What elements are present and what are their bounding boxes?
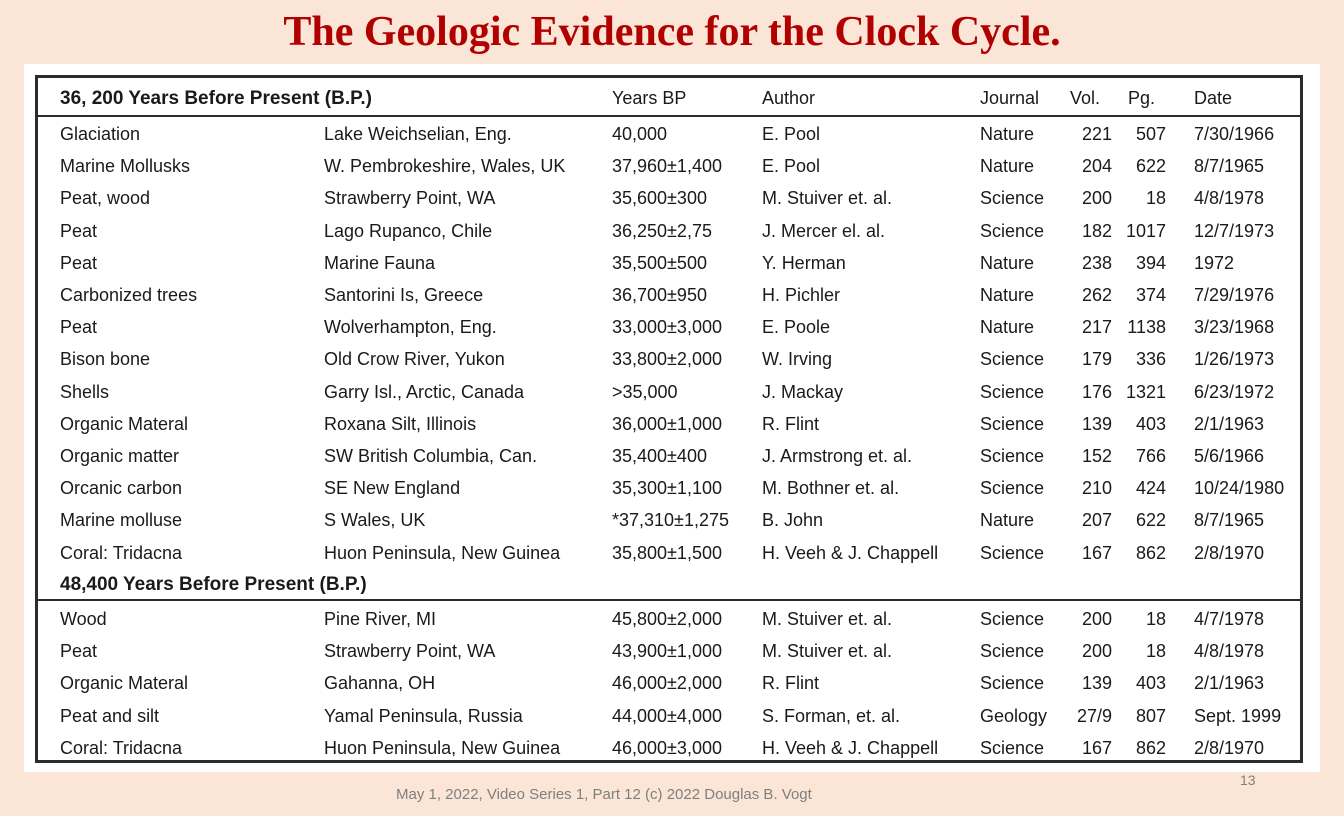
cell-volume: 152: [1081, 446, 1112, 466]
cell-years-bp: 43,900±1,000: [612, 641, 722, 662]
cell-page: 862: [1135, 737, 1166, 758]
cell-volume: 200: [1081, 609, 1112, 629]
cell-location: Huon Peninsula, New Guinea: [324, 542, 561, 563]
cell-date: 1972: [1194, 252, 1235, 273]
table-row: [38, 732, 1300, 764]
cell-journal: Science: [980, 673, 1045, 694]
cell-author: M. Stuiver et. al.: [762, 641, 893, 662]
cell-page: 1138: [1127, 317, 1166, 338]
cell-volume: 182: [1081, 220, 1112, 241]
cell-author: E. Poole: [762, 317, 831, 338]
cell-location: W. Pembrokeshire, Wales, UK: [324, 156, 566, 177]
cell-page: 766: [1135, 446, 1166, 466]
table-row: [38, 150, 1300, 182]
cell-sample: Organic Materal: [60, 413, 189, 434]
cell-sample: Peat, wood: [60, 188, 151, 209]
cell-location: Lake Weichselian, Eng.: [324, 124, 512, 144]
data-table: [35, 75, 1303, 763]
cell-page: 18: [1145, 641, 1166, 662]
cell-location: Lago Rupanco, Chile: [324, 220, 493, 241]
cell-years-bp: *37,310±1,275: [612, 510, 729, 531]
cell-date: Sept. 1999: [1194, 705, 1282, 726]
cell-years-bp: 35,500±500: [612, 252, 707, 273]
cell-journal: Science: [980, 737, 1045, 758]
cell-volume: 27/9: [1076, 705, 1112, 726]
cell-page: 862: [1135, 542, 1166, 563]
column-header-vol: Vol.: [1070, 88, 1101, 108]
cell-page: 424: [1135, 478, 1166, 499]
cell-date: 8/7/1965: [1194, 510, 1265, 531]
table-row: [38, 504, 1300, 536]
cell-location: Yamal Peninsula, Russia: [324, 705, 523, 726]
cell-page: 394: [1135, 252, 1166, 273]
table-row: [38, 603, 1300, 635]
cell-years-bp: 40,000: [612, 124, 668, 144]
cell-volume: 262: [1081, 285, 1112, 305]
cell-volume: 204: [1081, 156, 1112, 177]
cell-page: 807: [1135, 705, 1166, 726]
cell-location: Strawberry Point, WA: [324, 641, 496, 662]
cell-journal: Science: [980, 542, 1045, 563]
cell-location: SE New England: [324, 478, 461, 499]
cell-author: J. Mercer el. al.: [762, 220, 886, 241]
table-row: [38, 279, 1300, 311]
cell-page: 403: [1135, 673, 1166, 694]
cell-journal: Nature: [980, 510, 1035, 531]
cell-author: H. Veeh & J. Chappell: [762, 737, 939, 758]
cell-author: M. Stuiver et. al.: [762, 609, 893, 629]
cell-location: Roxana Silt, Illinois: [324, 413, 477, 434]
cell-journal: Science: [980, 609, 1045, 629]
cell-location: Strawberry Point, WA: [324, 188, 496, 209]
cell-volume: 221: [1081, 124, 1112, 144]
cell-location: Pine River, MI: [324, 609, 437, 629]
cell-sample: Coral: Tridacna: [60, 737, 183, 758]
footer-credit: May 1, 2022, Video Series 1, Part 12 (c) 2022 Douglas B. Vogt: [396, 786, 812, 803]
table-row: [38, 472, 1300, 504]
cell-location: Santorini Is, Greece: [324, 285, 484, 305]
cell-date: 1/26/1973: [1194, 349, 1275, 370]
cell-sample: Carbonized trees: [60, 285, 198, 305]
cell-years-bp: 36,000±1,000: [612, 413, 722, 434]
cell-date: 7/30/1966: [1194, 124, 1275, 144]
cell-date: 2/1/1963: [1194, 413, 1265, 434]
section-heading: 36, 200 Years Before Present (B.P.): [60, 88, 372, 109]
cell-page: 507: [1135, 124, 1166, 144]
cell-years-bp: 36,700±950: [612, 285, 707, 305]
cell-date: 3/23/1968: [1194, 317, 1275, 338]
cell-location: Garry Isl., Arctic, Canada: [324, 381, 525, 402]
cell-date: 5/6/1966: [1194, 446, 1265, 466]
cell-years-bp: 33,800±2,000: [612, 349, 722, 370]
cell-volume: 167: [1081, 737, 1112, 758]
cell-journal: Science: [980, 349, 1045, 370]
column-header-journal: Journal: [980, 88, 1040, 108]
cell-author: B. John: [762, 510, 824, 531]
cell-page: 18: [1145, 188, 1166, 209]
cell-author: R. Flint: [762, 413, 820, 434]
slide-title: The Geologic Evidence for the Clock Cycle.: [283, 9, 1061, 55]
cell-sample: Peat and silt: [60, 705, 160, 726]
table-row: [38, 635, 1300, 667]
cell-years-bp: 35,600±300: [612, 188, 707, 209]
cell-years-bp: 46,000±2,000: [612, 673, 722, 694]
cell-years-bp: 36,250±2,75: [612, 220, 712, 241]
cell-sample: Peat: [60, 220, 98, 241]
table-panel: [24, 64, 1320, 772]
cell-location: Wolverhampton, Eng.: [324, 317, 497, 338]
section-divider: [38, 115, 1300, 117]
cell-date: 4/8/1978: [1194, 188, 1265, 209]
cell-sample: Glaciation: [60, 124, 141, 144]
cell-journal: Science: [980, 220, 1045, 241]
cell-sample: Organic matter: [60, 446, 180, 466]
cell-location: S Wales, UK: [324, 510, 426, 531]
cell-sample: Marine Mollusks: [60, 156, 191, 177]
cell-volume: 139: [1081, 413, 1112, 434]
cell-years-bp: 33,000±3,000: [612, 317, 722, 338]
cell-sample: Bison bone: [60, 349, 151, 370]
cell-author: M. Stuiver et. al.: [762, 188, 893, 209]
cell-years-bp: 45,800±2,000: [612, 609, 722, 629]
cell-date: 2/8/1970: [1194, 737, 1265, 758]
cell-author: Y. Herman: [762, 252, 846, 273]
cell-date: 7/29/1976: [1194, 285, 1275, 305]
cell-date: 2/8/1970: [1194, 542, 1265, 563]
cell-sample: Marine molluse: [60, 510, 183, 531]
cell-volume: 200: [1081, 641, 1112, 662]
cell-volume: 179: [1081, 349, 1112, 370]
cell-sample: Peat: [60, 317, 98, 338]
section-header-row: [38, 568, 1300, 600]
cell-sample: Organic Materal: [60, 673, 189, 694]
table-row: [38, 215, 1300, 247]
cell-page: 374: [1135, 285, 1166, 305]
cell-date: 4/7/1978: [1194, 609, 1265, 629]
table-row: [38, 247, 1300, 279]
section-header-row: [38, 82, 1300, 114]
cell-author: H. Pichler: [762, 285, 841, 305]
cell-author: W. Irving: [762, 349, 833, 370]
cell-date: 4/8/1978: [1194, 641, 1265, 662]
cell-page: 1321: [1125, 381, 1166, 402]
cell-volume: 238: [1081, 252, 1112, 273]
cell-author: E. Pool: [762, 124, 821, 144]
cell-years-bp: 35,800±1,500: [612, 542, 722, 563]
table-row: [38, 408, 1300, 440]
section-heading: 48,400 Years Before Present (B.P.): [60, 574, 367, 595]
cell-volume: 139: [1081, 673, 1112, 694]
cell-journal: Nature: [980, 317, 1035, 338]
cell-date: 2/1/1963: [1194, 673, 1265, 694]
cell-volume: 217: [1081, 317, 1112, 338]
table-row: [38, 537, 1300, 569]
table-row: [38, 311, 1300, 343]
cell-journal: Science: [980, 641, 1045, 662]
cell-page: 1017: [1125, 220, 1166, 241]
cell-journal: Nature: [980, 156, 1035, 177]
cell-location: SW British Columbia, Can.: [324, 446, 538, 466]
cell-journal: Geology: [980, 705, 1048, 726]
cell-journal: Nature: [980, 252, 1035, 273]
cell-author: S. Forman, et. al.: [762, 705, 901, 726]
table-row: [38, 118, 1300, 150]
cell-location: Huon Peninsula, New Guinea: [324, 737, 561, 758]
cell-journal: Science: [980, 446, 1045, 466]
cell-author: R. Flint: [762, 673, 820, 694]
section-divider: [38, 599, 1300, 601]
cell-journal: Science: [980, 381, 1045, 402]
cell-years-bp: 37,960±1,400: [612, 156, 722, 177]
cell-journal: Science: [980, 188, 1045, 209]
cell-sample: Orcanic carbon: [60, 478, 183, 499]
page-number: 13: [1240, 772, 1256, 788]
cell-volume: 176: [1081, 381, 1112, 402]
cell-page: 18: [1145, 609, 1166, 629]
cell-sample: Peat: [60, 252, 98, 273]
cell-years-bp: 35,400±400: [612, 446, 707, 466]
cell-sample: Coral: Tridacna: [60, 542, 183, 563]
cell-author: H. Veeh & J. Chappell: [762, 542, 939, 563]
cell-years-bp: 44,000±4,000: [612, 705, 722, 726]
cell-sample: Shells: [60, 381, 110, 402]
cell-page: 336: [1135, 349, 1166, 370]
cell-author: M. Bothner et. al.: [762, 478, 900, 499]
cell-date: 12/7/1973: [1194, 220, 1275, 241]
cell-page: 403: [1135, 413, 1166, 434]
cell-sample: Wood: [60, 609, 107, 629]
cell-location: Old Crow River, Yukon: [324, 349, 505, 370]
cell-journal: Nature: [980, 124, 1035, 144]
cell-sample: Peat: [60, 641, 98, 662]
cell-author: J. Armstrong et. al.: [762, 446, 913, 466]
cell-date: 6/23/1972: [1194, 381, 1275, 402]
table-row: [38, 343, 1300, 375]
cell-page: 622: [1135, 510, 1166, 531]
cell-years-bp: 35,300±1,100: [612, 478, 722, 499]
table-row: [38, 700, 1300, 732]
column-header-author: Author: [762, 88, 816, 108]
cell-journal: Science: [980, 478, 1045, 499]
table-row: [38, 376, 1300, 408]
cell-author: E. Pool: [762, 156, 821, 177]
column-header-years: Years BP: [612, 88, 687, 108]
cell-volume: 207: [1081, 510, 1112, 531]
cell-location: Marine Fauna: [324, 252, 436, 273]
column-header-date: Date: [1194, 88, 1233, 108]
cell-volume: 210: [1081, 478, 1112, 499]
cell-date: 10/24/1980: [1194, 478, 1285, 499]
cell-journal: Nature: [980, 285, 1035, 305]
cell-author: J. Mackay: [762, 381, 844, 402]
column-header-pg: Pg.: [1128, 88, 1156, 108]
cell-page: 622: [1135, 156, 1166, 177]
cell-years-bp: 46,000±3,000: [612, 737, 722, 758]
cell-journal: Science: [980, 413, 1045, 434]
table-row: [38, 667, 1300, 699]
cell-volume: 167: [1081, 542, 1112, 563]
cell-date: 8/7/1965: [1194, 156, 1265, 177]
cell-location: Gahanna, OH: [324, 673, 436, 694]
table-row: [38, 440, 1300, 472]
cell-years-bp: >35,000: [612, 381, 678, 402]
cell-volume: 200: [1081, 188, 1112, 209]
table-row: [38, 182, 1300, 214]
